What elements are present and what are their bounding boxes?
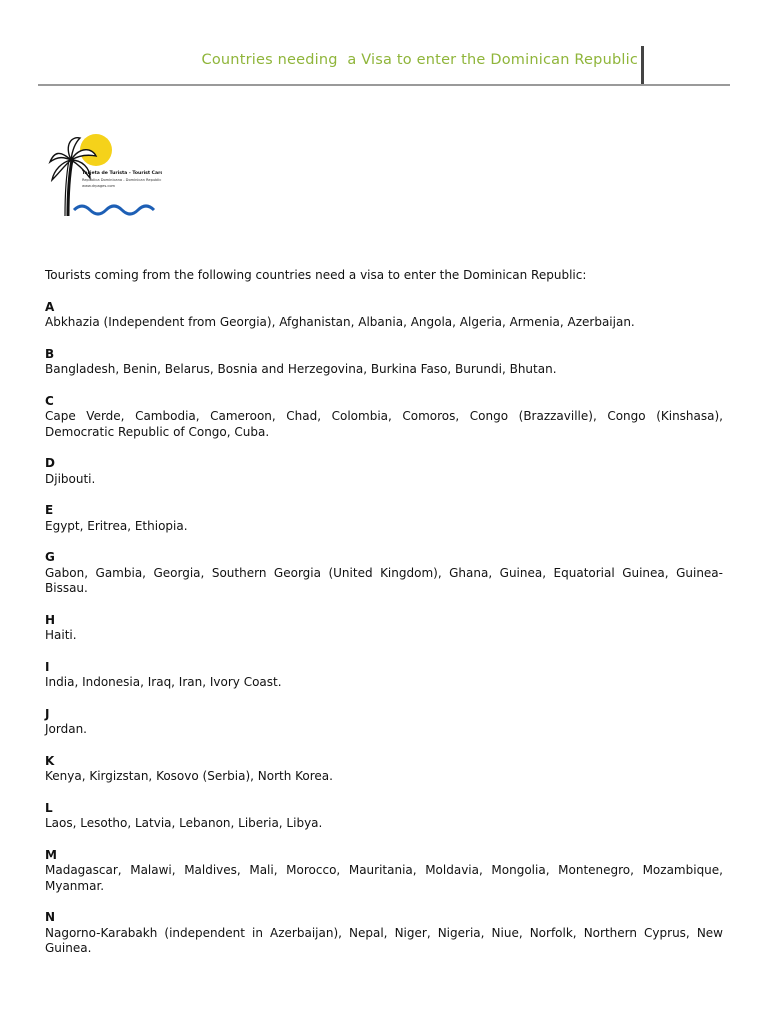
document-body — [45, 268, 723, 973]
section-letter: J — [45, 706, 50, 721]
letter-section — [45, 456, 723, 487]
tourist-card-logo — [46, 130, 162, 220]
header-divider-bar — [641, 46, 644, 84]
section-countries: Abkhazia (Independent from Georgia), Afghanistan, Albania, Angola, Algeria, Armenia, Azerbaijan. — [45, 315, 635, 329]
section-letter: G — [45, 550, 55, 564]
section-letter: K — [45, 753, 55, 768]
intro-paragraph: Tourists coming from the following countries need a visa to enter the Dominican Republic: — [45, 268, 587, 282]
letter-section — [45, 550, 723, 597]
section-countries: Haiti. — [45, 628, 77, 642]
section-letter: A — [45, 299, 55, 314]
section-countries: Jordan. — [45, 722, 87, 736]
letter-section — [45, 300, 723, 331]
section-letter: I — [45, 659, 50, 674]
section-letter: M — [45, 847, 57, 862]
logo-text-line1: Tarjeta de Turista - Tourist Card — [82, 171, 162, 176]
section-countries: Cape Verde, Cambodia, Cameroon, Chad, Colombia, Comoros, Congo (Brazzaville), Congo (Kinshasa), Democratic Republic of Congo, Cuba. — [45, 409, 723, 439]
page-title: Countries needing a Visa to enter the Dominican Republic — [201, 52, 638, 68]
letter-section — [45, 347, 723, 378]
letter-section — [45, 394, 723, 441]
section-countries: Bangladesh, Benin, Belarus, Bosnia and Herzegovina, Burkina Faso, Burundi, Bhutan. — [45, 362, 557, 376]
section-letter: L — [45, 800, 53, 815]
letter-section — [45, 707, 723, 738]
section-countries: Nagorno-Karabakh (independent in Azerbaijan), Nepal, Niger, Nigeria, Niue, Norfolk, Northern Cyprus, New Guinea. — [45, 925, 723, 955]
section-letter: C — [45, 393, 54, 408]
letter-section — [45, 660, 723, 691]
page-header — [38, 44, 730, 86]
section-letter: H — [45, 612, 56, 627]
logo-text-line3: www.drpages.com — [82, 184, 116, 188]
section-countries: Djibouti. — [45, 471, 96, 486]
logo-text-line2: República Dominicana - Dominican Republic — [82, 178, 162, 182]
section-countries: Kenya, Kirgizstan, Kosovo (Serbia), North Korea. — [45, 769, 333, 783]
section-countries: Madagascar, Malawi, Maldives, Mali, Morocco, Mauritania, Moldavia, Mongolia, Montenegro, Mozambique, Myanmar. — [45, 863, 723, 893]
section-countries: Laos, Lesotho, Latvia, Lebanon, Liberia, Libya. — [45, 816, 323, 830]
section-letter: B — [45, 346, 55, 361]
letter-section — [45, 503, 723, 534]
section-letter: E — [45, 503, 54, 517]
section-countries: India, Indonesia, Iraq, Iran, Ivory Coast. — [45, 675, 282, 689]
section-countries: Gabon, Gambia, Georgia, Southern Georgia (United Kingdom), Ghana, Guinea, Equatorial Guinea, Guinea-Bissau. — [45, 565, 723, 595]
letter-section — [45, 848, 723, 895]
letter-section — [45, 613, 723, 644]
section-letter: D — [45, 456, 55, 470]
palm-sun-logo-icon — [46, 130, 162, 220]
letter-section — [45, 801, 723, 832]
country-sections — [45, 300, 723, 957]
letter-section — [45, 754, 723, 785]
section-letter: N — [45, 910, 56, 924]
letter-section — [45, 910, 723, 957]
section-countries: Egypt, Eritrea, Ethiopia. — [45, 518, 188, 533]
